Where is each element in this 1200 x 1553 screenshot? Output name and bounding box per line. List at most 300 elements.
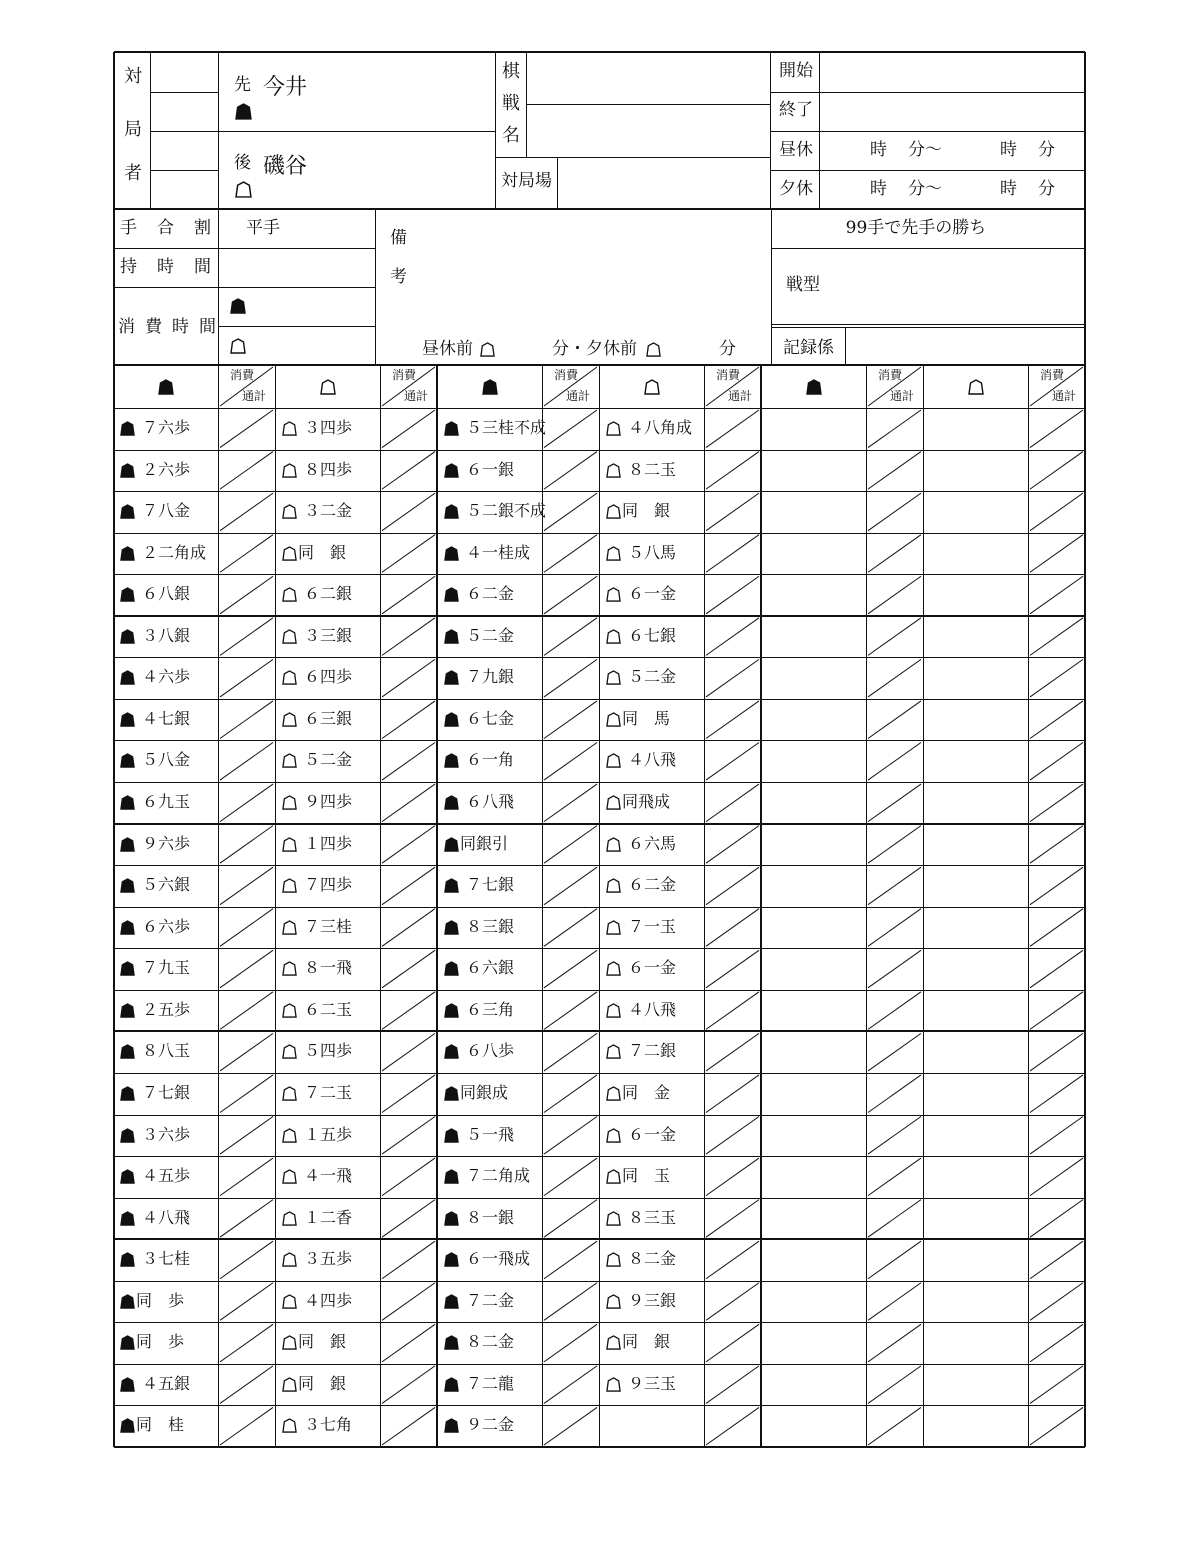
time-cell-diagonal (868, 1283, 921, 1321)
col1_white-move-8: ５二金 (304, 750, 353, 769)
time-cell-diagonal (868, 950, 921, 988)
time-cell-diagonal (544, 909, 597, 947)
time-cell-diagonal (706, 784, 759, 822)
col1_white-move-10: １四歩 (304, 834, 353, 853)
white-move-piece-icon (606, 587, 621, 602)
col1_white-move-18: ４一飛 (304, 1166, 353, 1185)
col2_black-move-14: ６三角 (466, 1000, 515, 1019)
time-cell-diagonal (382, 826, 435, 864)
time-cell-diagonal (544, 576, 597, 614)
time-cell-diagonal (382, 742, 435, 780)
white-move-piece-icon (606, 837, 621, 852)
time-cell-diagonal (706, 576, 759, 614)
time-cell-diagonal (1030, 1407, 1083, 1445)
col1_white-move-2: ３二金 (304, 501, 353, 520)
black-move-piece-icon (444, 1169, 459, 1184)
time-cell-diagonal (706, 1200, 759, 1238)
col1_white-move-7: ６三銀 (304, 709, 353, 728)
col1_white-move-1: ８四歩 (304, 460, 353, 479)
white-move-piece-icon (282, 712, 297, 727)
col1_white-move-16: ７二玉 (304, 1083, 353, 1102)
black-move-piece-icon (120, 1335, 135, 1350)
gote-label: 後 (234, 153, 251, 173)
black-move-piece-icon (444, 1252, 459, 1267)
black-move-piece-icon (120, 961, 135, 976)
time-cell-diagonal (1030, 909, 1083, 947)
white-move-piece-icon (282, 1294, 297, 1309)
col2_white-move-12: ７一玉 (628, 917, 677, 936)
white-move-piece-icon (606, 753, 621, 768)
time-cell-diagonal (1030, 1241, 1083, 1279)
time-cell-diagonal (544, 1033, 597, 1071)
time-used-header-label: 消費 (716, 368, 741, 382)
black-move-piece-icon (120, 1003, 135, 1018)
white-move-piece-icon (606, 1211, 621, 1226)
black-move-piece-icon (444, 1128, 459, 1143)
black-move-piece-icon (444, 421, 459, 436)
col2_white-move-3: ５八馬 (628, 543, 677, 562)
col1_black-move-16: ７七銀 (142, 1083, 191, 1102)
time-cell-diagonal (706, 1283, 759, 1321)
black-move-piece-icon (444, 670, 459, 685)
black-move-piece-icon (444, 629, 459, 644)
col2_black-move-10: 同銀引 (460, 834, 509, 853)
black-move-piece-icon (120, 753, 135, 768)
white-move-piece-icon (282, 1169, 297, 1184)
white-move-piece-icon (282, 795, 297, 810)
time-cell-diagonal (868, 576, 921, 614)
col1_white-move-19: １二香 (304, 1208, 353, 1227)
time-cell-diagonal (382, 1200, 435, 1238)
col2_black-move-5: ５二金 (466, 626, 515, 645)
time-cell-diagonal (220, 867, 273, 905)
black-move-piece-icon (444, 1294, 459, 1309)
col1_white-move-0: ３四歩 (304, 418, 353, 437)
time-cell-diagonal (544, 701, 597, 739)
time-cell-diagonal (706, 410, 759, 448)
time-cell-diagonal (382, 950, 435, 988)
time-cell-diagonal (544, 1241, 597, 1279)
time-cell-diagonal (706, 1117, 759, 1155)
time-cell-diagonal (220, 1283, 273, 1321)
handicap-label-0: 手 (120, 218, 137, 238)
white-move-piece-icon (282, 463, 297, 478)
time-cell-diagonal (544, 1324, 597, 1362)
time-cell-diagonal (868, 1324, 921, 1362)
time-cell-diagonal (382, 1407, 435, 1445)
white-move-piece-icon (282, 1003, 297, 1018)
time-cell-diagonal (1030, 992, 1083, 1030)
recorder-label: 記録係 (783, 338, 834, 358)
col2_white-move-9: 同飛成 (622, 792, 671, 811)
col1_black-move-22: 同 歩 (136, 1332, 185, 1351)
white-move-piece-icon (606, 629, 621, 644)
time-cell-diagonal (544, 992, 597, 1030)
time-cell-diagonal (544, 1407, 597, 1445)
time-cell-diagonal (706, 535, 759, 573)
black-move-piece-icon (120, 920, 135, 935)
time-cell-diagonal (1030, 410, 1083, 448)
lunch-min-2: 分 (1038, 140, 1055, 160)
col1_black-move-0: ７六歩 (142, 418, 191, 437)
col2_black-move-19: ８一銀 (466, 1208, 515, 1227)
black-move-piece-icon (120, 463, 135, 478)
white-move-piece-icon (606, 670, 621, 685)
time-cell-diagonal (1030, 1075, 1083, 1113)
col1_white-move-24: ３七角 (304, 1415, 353, 1434)
time-total-header-label: 通計 (1052, 389, 1077, 403)
col1_white-move-15: ５四歩 (304, 1041, 353, 1060)
col1_white-move-13: ８一飛 (304, 958, 353, 977)
time-cell-diagonal (868, 742, 921, 780)
time-cell-diagonal (868, 1075, 921, 1113)
time-cell-diagonal (868, 784, 921, 822)
time-cell-diagonal (1030, 576, 1083, 614)
time-cell-diagonal (706, 1075, 759, 1113)
white-move-piece-icon (606, 1086, 621, 1101)
time-cell-diagonal (868, 410, 921, 448)
time-cell-diagonal (1030, 742, 1083, 780)
time-cell-diagonal (544, 950, 597, 988)
col1_black-move-6: ４六歩 (142, 667, 191, 686)
event-label-char-2: 名 (502, 125, 520, 146)
time-cell-diagonal (868, 909, 921, 947)
time-cell-diagonal (706, 659, 759, 697)
black-move-piece-icon (444, 587, 459, 602)
time-cell-diagonal (382, 784, 435, 822)
col2_black-move-18: ７二角成 (466, 1166, 531, 1185)
consumed-label-0: 消 (118, 317, 135, 337)
time-cell-diagonal (382, 1158, 435, 1196)
black-move-piece-icon (444, 920, 459, 935)
time-cell-diagonal (868, 701, 921, 739)
end-label: 終了 (779, 100, 813, 120)
col1_black-move-9: ６九玉 (142, 792, 191, 811)
white-move-piece-icon (282, 504, 297, 519)
black-move-piece-icon (444, 1044, 459, 1059)
black-move-piece-icon (120, 504, 135, 519)
remarks-lunch-before: 昼休前 (422, 339, 473, 359)
time-cell-diagonal (706, 950, 759, 988)
white-move-piece-icon (606, 1044, 621, 1059)
col2_black-move-2: ５二銀不成 (466, 501, 547, 520)
col2_white-move-17: ６一金 (628, 1125, 677, 1144)
time-cell-diagonal (706, 1241, 759, 1279)
time-cell-diagonal (868, 1117, 921, 1155)
white-move-piece-icon (282, 1044, 297, 1059)
time-cell-diagonal (220, 535, 273, 573)
time-cell-diagonal (1030, 701, 1083, 739)
time-cell-diagonal (544, 867, 597, 905)
col2_white-move-6: ５二金 (628, 667, 677, 686)
time-cell-diagonal (1030, 659, 1083, 697)
white-move-piece-icon (282, 837, 297, 852)
time-cell-diagonal (1030, 1117, 1083, 1155)
white-move-piece-icon (282, 1418, 297, 1433)
black-move-piece-icon (120, 629, 135, 644)
time-cell-diagonal (544, 784, 597, 822)
col1_white-move-5: ３三銀 (304, 626, 353, 645)
time-cell-diagonal (220, 1075, 273, 1113)
time-cell-diagonal (1030, 1366, 1083, 1404)
col1_black-move-2: ７八金 (142, 501, 191, 520)
col1_black-move-24: 同 桂 (136, 1415, 185, 1434)
time-cell-diagonal (706, 701, 759, 739)
white-move-piece-icon (606, 1003, 621, 1018)
consumed-label-2: 時 (172, 317, 189, 337)
time-cell-diagonal (868, 992, 921, 1030)
time-cell-diagonal (382, 1033, 435, 1071)
col1_white-move-23: 同 銀 (298, 1374, 347, 1393)
white-move-piece-icon (606, 504, 621, 519)
black-move-piece-icon (444, 878, 459, 893)
black-move-piece-icon (120, 1044, 135, 1059)
col2_black-move-3: ４一桂成 (466, 543, 531, 562)
col1_white-move-11: ７四歩 (304, 875, 353, 894)
white-move-piece-icon (282, 878, 297, 893)
time-cell-diagonal (220, 701, 273, 739)
consumed-label-3: 間 (199, 317, 216, 337)
col2_white-move-20: ８二金 (628, 1249, 677, 1268)
time-label-0: 持 (120, 257, 137, 277)
time-cell-diagonal (544, 1075, 597, 1113)
col2_black-move-24: ９二金 (466, 1415, 515, 1434)
time-cell-diagonal (544, 1200, 597, 1238)
time-cell-diagonal (220, 1200, 273, 1238)
black-move-piece-icon (444, 463, 459, 478)
lunch-label: 昼休 (779, 140, 813, 160)
black-move-piece-icon (444, 1335, 459, 1350)
white-move-piece-icon (606, 712, 621, 727)
time-cell-diagonal (382, 410, 435, 448)
sente-label: 先 (234, 75, 251, 95)
time-cell-diagonal (220, 452, 273, 490)
black-move-piece-icon (444, 837, 459, 852)
time-cell-diagonal (706, 992, 759, 1030)
black-move-piece-icon (120, 546, 135, 561)
time-cell-diagonal (220, 618, 273, 656)
col1_black-move-14: ２五歩 (142, 1000, 191, 1019)
lunch-min-range: 分〜 (908, 140, 942, 160)
time-cell-diagonal (868, 659, 921, 697)
col1_black-move-21: 同 歩 (136, 1291, 185, 1310)
white-move-piece-icon (606, 1252, 621, 1267)
col2_white-move-1: ８二玉 (628, 460, 677, 479)
time-cell-diagonal (544, 410, 597, 448)
col2_white-move-10: ６六馬 (628, 834, 677, 853)
time-cell-diagonal (220, 950, 273, 988)
col1_white-move-21: ４四歩 (304, 1291, 353, 1310)
black-move-piece-icon (444, 546, 459, 561)
opening-label: 戦型 (786, 275, 820, 295)
col1_white-move-4: ６二銀 (304, 584, 353, 603)
white-move-piece-icon (606, 1128, 621, 1143)
remarks-label-0: 備 (390, 228, 407, 248)
time-cell-diagonal (868, 1158, 921, 1196)
white-move-piece-icon (282, 587, 297, 602)
time-cell-diagonal (544, 1158, 597, 1196)
time-cell-diagonal (220, 1324, 273, 1362)
remarks-minutes-dinner: 分・夕休前 (552, 339, 637, 359)
consumed-label-1: 費 (145, 317, 162, 337)
time-cell-diagonal (220, 992, 273, 1030)
time-cell-diagonal (1030, 535, 1083, 573)
black-move-piece-icon (120, 1169, 135, 1184)
time-cell-diagonal (868, 867, 921, 905)
black-move-piece-icon (444, 712, 459, 727)
black-move-piece-icon (120, 1377, 135, 1392)
time-total-header-label: 通計 (566, 389, 591, 403)
col2_black-move-8: ６一角 (466, 750, 515, 769)
time-cell-diagonal (220, 1407, 273, 1445)
time-cell-diagonal (706, 1366, 759, 1404)
time-cell-diagonal (544, 618, 597, 656)
col1_black-move-7: ４七銀 (142, 709, 191, 728)
white-move-piece-icon (282, 920, 297, 935)
time-cell-diagonal (868, 1200, 921, 1238)
players-label-char-2: 者 (124, 163, 142, 184)
white-move-piece-icon (606, 1294, 621, 1309)
time-total-header-label: 通計 (242, 389, 267, 403)
start-label: 開始 (779, 61, 813, 81)
time-cell-diagonal (220, 909, 273, 947)
col2_black-move-21: ７二金 (466, 1291, 515, 1310)
col2_black-move-4: ６二金 (466, 584, 515, 603)
time-cell-diagonal (868, 452, 921, 490)
col2_black-move-12: ８三銀 (466, 917, 515, 936)
time-cell-diagonal (1030, 1033, 1083, 1071)
col2_black-move-0: ５三桂不成 (466, 418, 547, 437)
time-cell-diagonal (544, 1366, 597, 1404)
col1_black-move-15: ８八玉 (142, 1041, 191, 1060)
black-move-piece-icon (444, 1003, 459, 1018)
col2_black-move-6: ７九銀 (466, 667, 515, 686)
black-move-piece-icon (120, 795, 135, 810)
black-move-piece-icon (120, 1252, 135, 1267)
col2_white-move-0: ４八角成 (628, 418, 693, 437)
white-move-piece-icon (282, 753, 297, 768)
time-cell-diagonal (220, 493, 273, 531)
col2_white-move-7: 同 馬 (622, 709, 671, 728)
time-cell-diagonal (706, 909, 759, 947)
time-label-2: 間 (194, 257, 211, 277)
time-cell-diagonal (382, 659, 435, 697)
time-cell-diagonal (1030, 493, 1083, 531)
col2_white-move-23: ９三玉 (628, 1374, 677, 1393)
time-cell-diagonal (382, 867, 435, 905)
col2_black-move-22: ８二金 (466, 1332, 515, 1351)
col2_black-move-17: ５一飛 (466, 1125, 515, 1144)
time-cell-diagonal (1030, 867, 1083, 905)
col1_black-move-3: ２二角成 (142, 543, 207, 562)
time-cell-diagonal (382, 1075, 435, 1113)
white-move-piece-icon (282, 1335, 297, 1350)
col1_black-move-11: ５六銀 (142, 875, 191, 894)
white-move-piece-icon (606, 961, 621, 976)
venue-label: 対局場 (501, 171, 552, 191)
remarks-label-1: 考 (390, 267, 407, 287)
time-cell-diagonal (706, 1407, 759, 1445)
remarks-minutes: 分 (719, 339, 736, 359)
white-move-piece-icon (606, 795, 621, 810)
time-cell-diagonal (382, 576, 435, 614)
time-used-header-label: 消費 (230, 368, 255, 382)
black-move-piece-icon (444, 1211, 459, 1226)
time-cell-diagonal (706, 742, 759, 780)
handicap-label-1: 合 (157, 218, 174, 238)
time-cell-diagonal (382, 1366, 435, 1404)
time-cell-diagonal (382, 493, 435, 531)
time-cell-diagonal (220, 1117, 273, 1155)
time-cell-diagonal (1030, 784, 1083, 822)
time-cell-diagonal (544, 493, 597, 531)
black-move-piece-icon (444, 795, 459, 810)
white-move-piece-icon (606, 1169, 621, 1184)
white-move-piece-icon (282, 1128, 297, 1143)
white-move-piece-icon (282, 1377, 297, 1392)
white-move-piece-icon (282, 546, 297, 561)
time-cell-diagonal (382, 701, 435, 739)
white-move-piece-icon (282, 670, 297, 685)
col1_black-move-4: ６八銀 (142, 584, 191, 603)
time-cell-diagonal (220, 784, 273, 822)
col1_white-move-17: １五歩 (304, 1125, 353, 1144)
col2_white-move-16: 同 金 (622, 1083, 671, 1102)
white-move-piece-icon (282, 629, 297, 644)
white-move-piece-icon (606, 1377, 621, 1392)
time-cell-diagonal (544, 535, 597, 573)
time-cell-diagonal (706, 826, 759, 864)
time-cell-diagonal (544, 742, 597, 780)
result-text: 99手で先手の勝ち (845, 218, 987, 238)
black-move-piece-icon (444, 1086, 459, 1101)
col2_white-move-8: ４八飛 (628, 750, 677, 769)
col1_black-move-20: ３七桂 (142, 1249, 191, 1268)
col1_white-move-9: ９四歩 (304, 792, 353, 811)
time-cell-diagonal (544, 659, 597, 697)
col2_white-move-14: ４八飛 (628, 1000, 677, 1019)
col2_black-move-16: 同銀成 (460, 1083, 509, 1102)
col1_black-move-8: ５八金 (142, 750, 191, 769)
col1_black-move-5: ３八銀 (142, 626, 191, 645)
col2_white-move-13: ６一金 (628, 958, 677, 977)
time-used-header-label: 消費 (392, 368, 417, 382)
white-move-piece-icon (606, 421, 621, 436)
col2_black-move-7: ６七金 (466, 709, 515, 728)
time-cell-diagonal (868, 1366, 921, 1404)
time-cell-diagonal (868, 1241, 921, 1279)
time-used-header-label: 消費 (878, 368, 903, 382)
col2_white-move-11: ６二金 (628, 875, 677, 894)
time-cell-diagonal (382, 535, 435, 573)
time-cell-diagonal (220, 1158, 273, 1196)
time-cell-diagonal (544, 452, 597, 490)
time-cell-diagonal (382, 1117, 435, 1155)
time-cell-diagonal (382, 1283, 435, 1321)
white-move-piece-icon (282, 421, 297, 436)
sente-player-name: 今井 (263, 75, 308, 100)
time-cell-diagonal (868, 826, 921, 864)
time-cell-diagonal (1030, 618, 1083, 656)
black-move-piece-icon (120, 1211, 135, 1226)
col1_black-move-10: ９六歩 (142, 834, 191, 853)
time-total-header-label: 通計 (890, 389, 915, 403)
time-cell-diagonal (382, 1241, 435, 1279)
time-cell-diagonal (1030, 1283, 1083, 1321)
time-cell-diagonal (1030, 1200, 1083, 1238)
col2_white-move-22: 同 銀 (622, 1332, 671, 1351)
col1_white-move-12: ７三桂 (304, 917, 353, 936)
